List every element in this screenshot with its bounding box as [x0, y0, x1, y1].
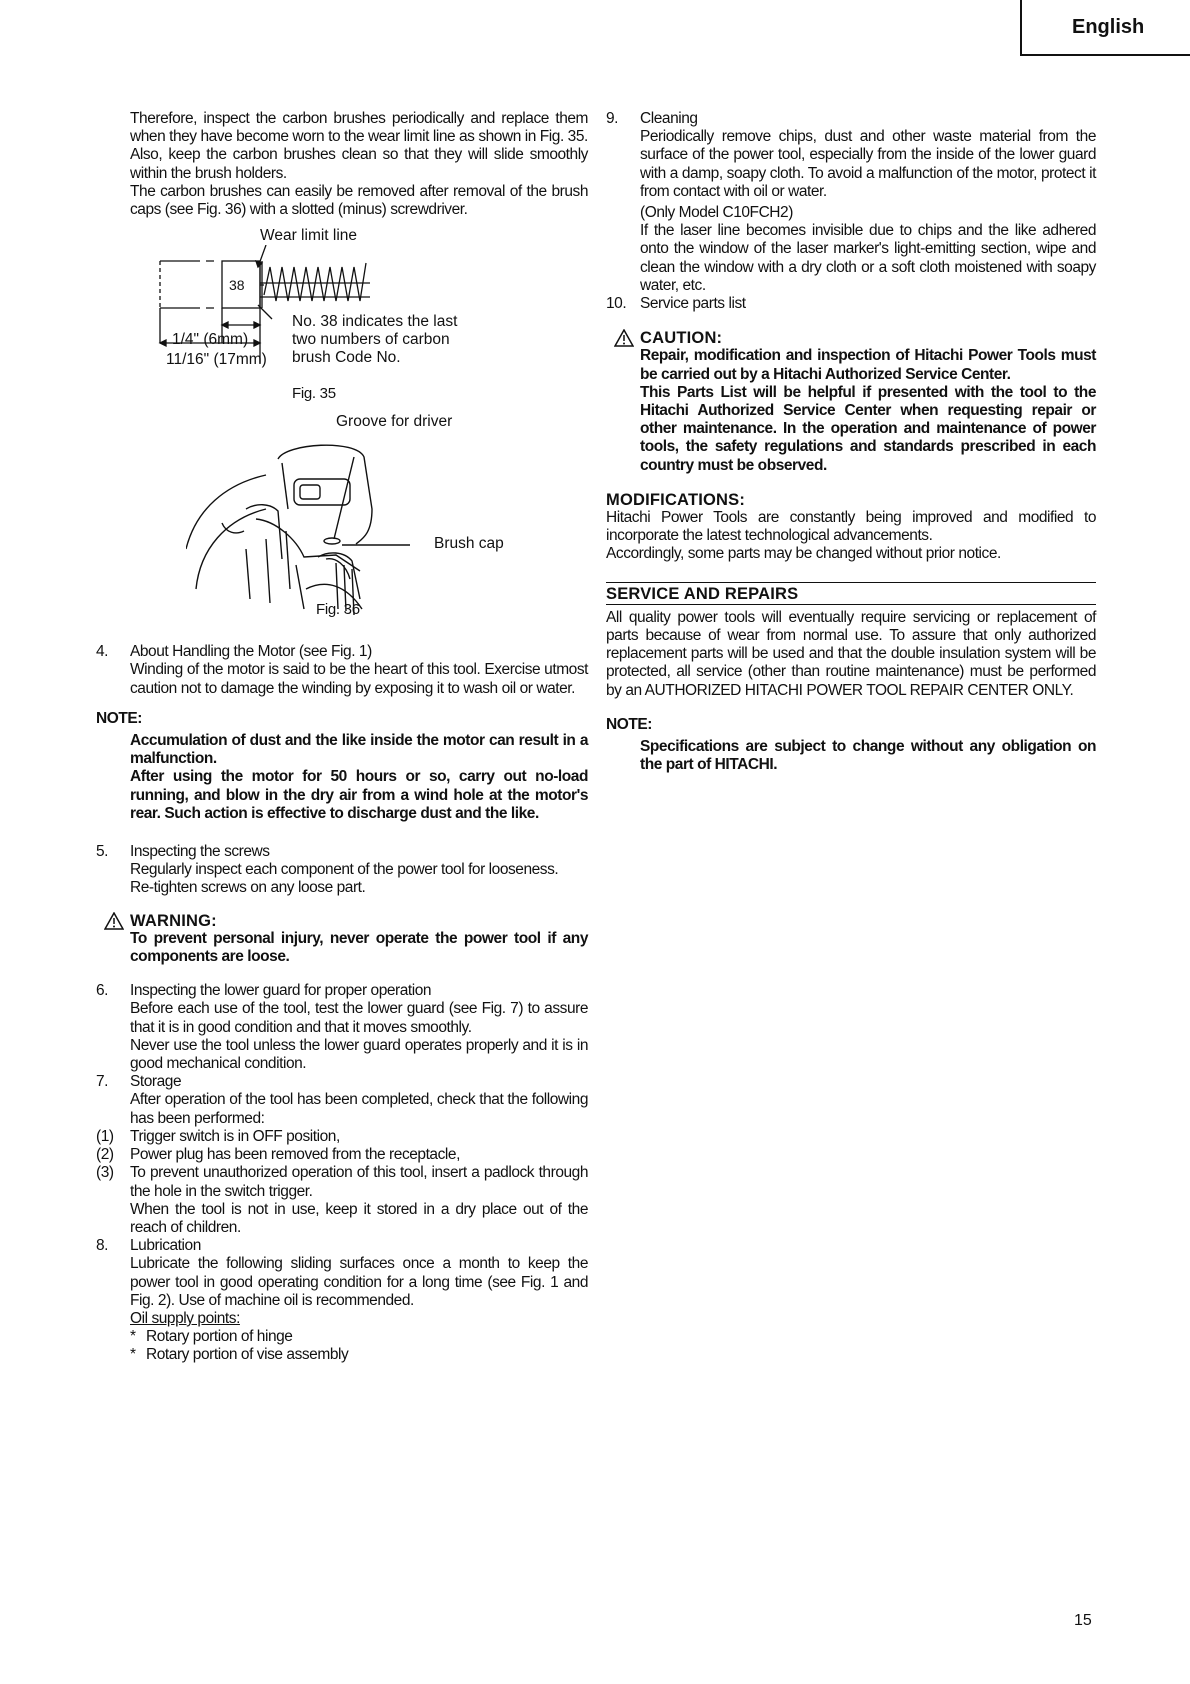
item-7: [96, 1073, 588, 1128]
storage-step: [96, 1128, 588, 1146]
caution-body: [606, 347, 1096, 474]
item-number: 6.: [96, 982, 109, 1000]
right-column: [606, 110, 1096, 775]
page-number: 15: [1074, 1612, 1092, 1629]
item-text: Before each use of the tool, test the lower guard (see Fig. 7) to assure that it is in good condition and that it moves smoothly.: [130, 1000, 588, 1036]
step-text: Power plug has been removed from the receptacle,: [130, 1146, 460, 1164]
warning-triangle-icon: [614, 329, 634, 347]
bullet-star: *: [130, 1346, 136, 1364]
note-paragraph: After using the motor for 50 hours or so, carry out no-load running, and blow in the dry air from a wind hole at the motor's rear. Such action is effective to discharge dust and the like.: [130, 768, 588, 822]
modifications-body: [606, 509, 1096, 564]
note-paragraph: Accumulation of dust and the like inside the motor can result in a malfunction.: [130, 732, 588, 768]
item-text: Re-tighten screws on any loose part.: [130, 879, 366, 897]
item-number: 9.: [606, 110, 619, 127]
oil-point-text: Rotary portion of vise assembly: [146, 1346, 349, 1364]
groove-for-driver-label: Groove for driver: [336, 413, 453, 431]
caution-paragraph: Repair, modification and inspection of Hitachi Power Tools must be carried out by a Hitachi Authorized Service Center.: [640, 347, 1096, 383]
language-tab: [1020, 0, 1190, 56]
item-title: Inspecting the lower guard for proper operation: [130, 982, 432, 1000]
caution-paragraph: This Parts List will be helpful if presented with the tool to the Hitachi Authorized Service Center when requesting repair or other maintenance. In the operation and maintenance of power tools, the safety regulations and standards prescribed in each country must be observed.: [640, 383, 1096, 474]
carbon-brush-intro: [96, 110, 588, 219]
dimension-6mm-label: 1/4" (6mm): [172, 331, 249, 349]
note-text: Specifications are subject to change without any obligation on the part of HITACHI.: [640, 738, 1096, 774]
caution-heading: [606, 329, 1096, 347]
figure-35: [96, 225, 588, 405]
item-10: [606, 295, 1096, 313]
oil-point: [96, 1328, 588, 1346]
item-title: Lubrication: [130, 1237, 201, 1255]
step-number: (1): [96, 1127, 114, 1145]
item-number: 10.: [606, 295, 627, 313]
dimension-17mm-label: 11/16" (17mm): [166, 351, 267, 369]
step-number: (3): [96, 1164, 114, 1182]
code-number-label: 38: [229, 277, 245, 294]
item-title: About Handling the Motor (see Fig. 1): [130, 643, 372, 661]
item-6: [96, 982, 588, 1073]
item-title: Cleaning: [640, 110, 698, 127]
intro-paragraph: The carbon brushes can easily be removed after removal of the brush caps (see Fig. 36) with a slotted (minus) screwdriver.: [130, 182, 588, 219]
fig36-caption: Fig. 36: [316, 601, 360, 619]
caution-title: CAUTION:: [640, 329, 723, 348]
item-title: Service parts list: [640, 295, 746, 313]
wear-limit-label: Wear limit line: [260, 227, 358, 245]
storage-step: [96, 1164, 588, 1200]
item-5: [96, 843, 588, 898]
step-text: To prevent unauthorized operation of this tool, insert a padlock through the hole in the switch trigger.: [130, 1164, 588, 1200]
step-text: Trigger switch is in OFF position,: [130, 1127, 340, 1145]
warning-text: To prevent personal injury, never operate the power tool if any components are loose.: [130, 929, 588, 966]
step-number: (2): [96, 1146, 114, 1164]
storage-after: When the tool is not in use, keep it stored in a dry place out of the reach of children.: [130, 1200, 588, 1236]
item-text: Never use the tool unless the lower guard operates properly and it is in good mechanical condition.: [130, 1036, 588, 1073]
warning-heading: [96, 912, 588, 930]
item-number: 8.: [96, 1237, 109, 1255]
item-title: Inspecting the screws: [130, 843, 270, 861]
motor-brush-cap-illustration: [186, 439, 446, 619]
figure-36: [96, 413, 588, 645]
item-8: [96, 1237, 588, 1328]
item-text: Winding of the motor is said to be the heart of this tool. Exercise utmost caution not to damage the winding by exposing it to wash oil or water.: [130, 661, 588, 697]
item-text: Lubricate the following sliding surfaces once a month to keep the power tool in good operating condition for a long time (see Fig. 1 and Fig. 2). Use of machine oil is recommended.: [130, 1255, 588, 1309]
left-column: [96, 110, 588, 1365]
storage-step: [96, 1146, 588, 1164]
modifications-heading: MODIFICATIONS:: [606, 490, 746, 509]
item-title: Storage: [130, 1073, 182, 1091]
oil-supply-heading: Oil supply points:: [130, 1309, 240, 1327]
item-text: Periodically remove chips, dust and other waste material from the surface of the power tool, especially from the inside of the lower guard with a damp, soapy cloth. To avoid a malfunction of the motor, protect it from contact with oil or water.: [640, 128, 1096, 200]
fig35-caption: Fig. 35: [292, 385, 336, 403]
item-number: 4.: [96, 643, 109, 661]
note-body: [96, 732, 588, 823]
brush-cap-label: Brush cap: [434, 535, 504, 553]
item-text: If the laser line becomes invisible due to chips and the like adhered onto the window of the laser marker's light-emitting section, wipe and clean the window with a dry cloth or a soft cloth moistened with soapy water, etc.: [640, 222, 1096, 294]
item-9: [606, 110, 1096, 295]
code-note-label: No. 38 indicates the last two numbers of carbon brush Code No.: [292, 313, 458, 367]
intro-paragraph: Therefore, inspect the carbon brushes periodically and replace them when they have become worn to the wear limit line as shown in Fig. 35.: [130, 110, 588, 146]
item-number: 7.: [96, 1073, 109, 1091]
item-4: [96, 643, 588, 698]
warning-triangle-icon: [104, 912, 124, 930]
language-label: English: [1072, 15, 1145, 38]
bullet-star: *: [130, 1328, 136, 1346]
service-heading: SERVICE AND REPAIRS: [606, 582, 1096, 605]
oil-point: [96, 1346, 588, 1364]
warning-title: WARNING:: [130, 911, 217, 930]
note-heading: NOTE:: [96, 709, 142, 727]
model-note: (Only Model C10FCH2): [640, 204, 793, 222]
note-heading: NOTE:: [606, 715, 652, 733]
oil-point-text: Rotary portion of hinge: [146, 1328, 293, 1346]
item-number: 5.: [96, 843, 109, 861]
item-text: Regularly inspect each component of the power tool for looseness.: [130, 861, 559, 879]
intro-paragraph: Also, keep the carbon brushes clean so that they will slide smoothly within the brush holders.: [130, 146, 588, 182]
modifications-paragraph: Accordingly, some parts may be changed without prior notice.: [606, 545, 1001, 563]
modifications-paragraph: Hitachi Power Tools are constantly being improved and modified to incorporate the latest technological advancements.: [606, 509, 1096, 545]
service-text: All quality power tools will eventually require servicing or replacement of parts because of wear from normal use. To assure that only authorized replacement parts will be used and that the double insulation system will be protected, all service (other than routine maintenance) must be performed by an AUTHORIZED HITACHI POWER TOOL REPAIR CENTER ONLY.: [606, 608, 1096, 699]
item-text: After operation of the tool has been completed, check that the following has been performed:: [130, 1091, 588, 1127]
